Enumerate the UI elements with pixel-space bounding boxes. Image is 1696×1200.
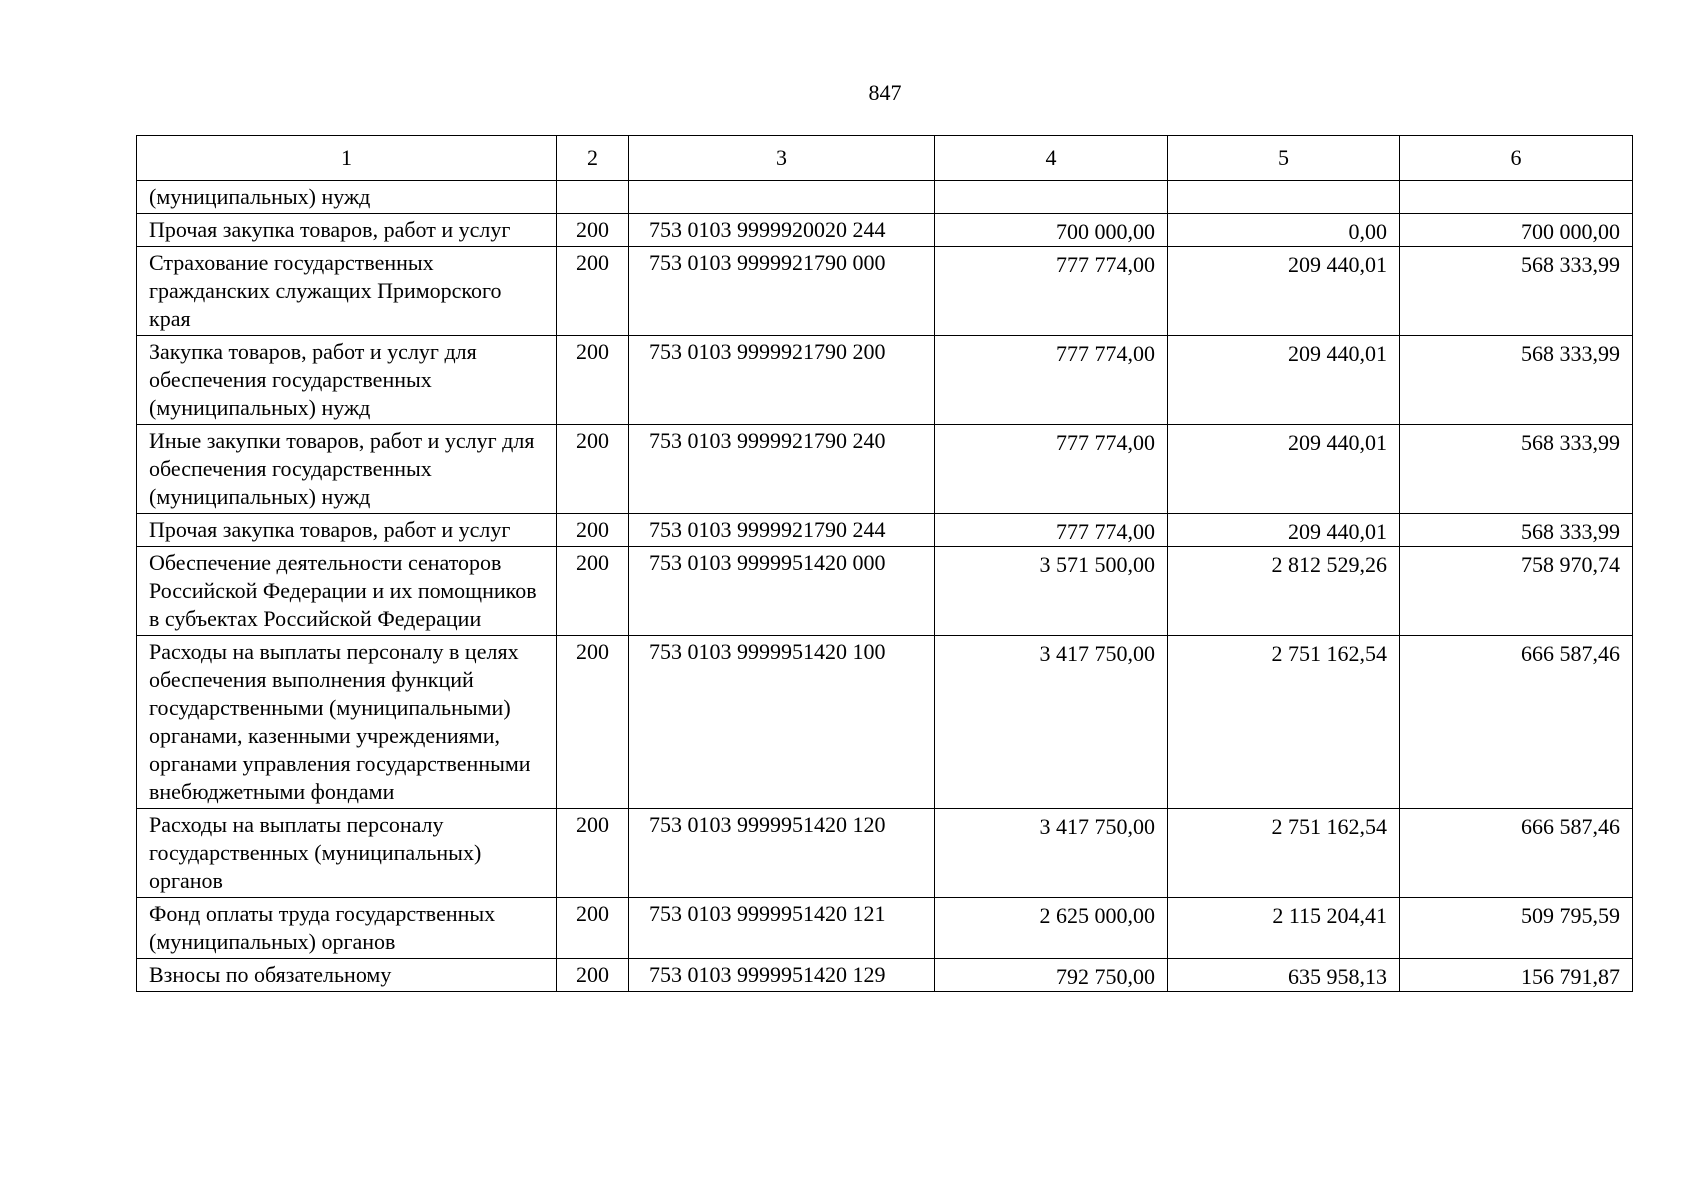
- row-value-6: [1400, 181, 1633, 214]
- page-number: 847: [868, 80, 902, 105]
- row-col2: 200: [557, 336, 629, 425]
- row-name: Фонд оплаты труда государственных (муниципальных) органов: [137, 898, 557, 959]
- column-header-6: 6: [1400, 136, 1633, 181]
- row-value-5: 2 115 204,41: [1168, 898, 1400, 959]
- row-code: 753 0103 9999921790 244: [629, 514, 935, 547]
- row-value-5: 209 440,01: [1168, 247, 1400, 336]
- row-value-6: 568 333,99: [1400, 247, 1633, 336]
- row-value-5: 635 958,13: [1168, 959, 1400, 992]
- row-value-5: 209 440,01: [1168, 425, 1400, 514]
- row-value-6: 666 587,46: [1400, 636, 1633, 809]
- row-col2: 200: [557, 547, 629, 636]
- column-header-1: 1: [137, 136, 557, 181]
- row-col2: 200: [557, 959, 629, 992]
- row-col2: 200: [557, 425, 629, 514]
- column-header-2: 2: [557, 136, 629, 181]
- budget-table: [136, 135, 1633, 992]
- row-value-6: 509 795,59: [1400, 898, 1633, 959]
- column-header-5: 5: [1168, 136, 1400, 181]
- row-value-4: 700 000,00: [935, 214, 1168, 247]
- row-code: [629, 181, 935, 214]
- row-value-5: 209 440,01: [1168, 336, 1400, 425]
- row-code: 753 0103 9999921790 240: [629, 425, 935, 514]
- row-code: 753 0103 9999951420 129: [629, 959, 935, 992]
- row-value-6: 568 333,99: [1400, 514, 1633, 547]
- table-row: [137, 959, 1633, 992]
- row-value-4: 2 625 000,00: [935, 898, 1168, 959]
- row-name: Расходы на выплаты персоналу в целях обеспечения выполнения функций государственными (муниципальными) органами, казенными учреждениями, органами управления государственными внебюджетными фондами: [137, 636, 557, 809]
- row-value-6: 568 333,99: [1400, 336, 1633, 425]
- table-row: [137, 336, 1633, 425]
- row-value-5: [1168, 181, 1400, 214]
- row-col2: [557, 181, 629, 214]
- row-value-5: 0,00: [1168, 214, 1400, 247]
- row-name: (муниципальных) нужд: [137, 181, 557, 214]
- row-col2: 200: [557, 636, 629, 809]
- row-name: Взносы по обязательному: [137, 959, 557, 992]
- row-code: 753 0103 9999920020 244: [629, 214, 935, 247]
- row-value-4: 777 774,00: [935, 425, 1168, 514]
- table-row: [137, 547, 1633, 636]
- row-value-6: 700 000,00: [1400, 214, 1633, 247]
- table-row: [137, 809, 1633, 898]
- row-code: 753 0103 9999921790 000: [629, 247, 935, 336]
- row-name: Обеспечение деятельности сенаторов Российской Федерации и их помощников в субъектах Российской Федерации: [137, 547, 557, 636]
- row-value-6: 568 333,99: [1400, 425, 1633, 514]
- row-code: 753 0103 9999951420 100: [629, 636, 935, 809]
- row-value-4: [935, 181, 1168, 214]
- row-col2: 200: [557, 809, 629, 898]
- table-body: [137, 181, 1633, 992]
- row-name: Иные закупки товаров, работ и услуг для обеспечения государственных (муниципальных) нужд: [137, 425, 557, 514]
- row-value-6: 666 587,46: [1400, 809, 1633, 898]
- table-row: [137, 636, 1633, 809]
- row-name: Расходы на выплаты персоналу государственных (муниципальных) органов: [137, 809, 557, 898]
- row-col2: 200: [557, 898, 629, 959]
- row-value-4: 777 774,00: [935, 247, 1168, 336]
- column-header-3: 3: [629, 136, 935, 181]
- table-row: [137, 181, 1633, 214]
- row-name: Прочая закупка товаров, работ и услуг: [137, 214, 557, 247]
- row-value-6: 156 791,87: [1400, 959, 1633, 992]
- row-value-5: 2 812 529,26: [1168, 547, 1400, 636]
- row-value-4: 792 750,00: [935, 959, 1168, 992]
- row-value-5: 2 751 162,54: [1168, 636, 1400, 809]
- row-value-4: 777 774,00: [935, 514, 1168, 547]
- table-row: [137, 514, 1633, 547]
- row-value-4: 777 774,00: [935, 336, 1168, 425]
- table-row: [137, 898, 1633, 959]
- row-code: 753 0103 9999951420 000: [629, 547, 935, 636]
- row-col2: 200: [557, 214, 629, 247]
- table-header: [137, 136, 1633, 181]
- table-row: [137, 247, 1633, 336]
- header-row: [137, 136, 1633, 181]
- row-name: Закупка товаров, работ и услуг для обеспечения государственных (муниципальных) нужд: [137, 336, 557, 425]
- row-value-4: 3 417 750,00: [935, 809, 1168, 898]
- row-value-4: 3 571 500,00: [935, 547, 1168, 636]
- row-col2: 200: [557, 247, 629, 336]
- row-name: Прочая закупка товаров, работ и услуг: [137, 514, 557, 547]
- row-value-4: 3 417 750,00: [935, 636, 1168, 809]
- row-code: 753 0103 9999951420 121: [629, 898, 935, 959]
- row-code: 753 0103 9999921790 200: [629, 336, 935, 425]
- row-code: 753 0103 9999951420 120: [629, 809, 935, 898]
- row-name: Страхование государственных гражданских служащих Приморского края: [137, 247, 557, 336]
- column-header-4: 4: [935, 136, 1168, 181]
- table-row: [137, 214, 1633, 247]
- row-value-5: 209 440,01: [1168, 514, 1400, 547]
- row-col2: 200: [557, 514, 629, 547]
- row-value-5: 2 751 162,54: [1168, 809, 1400, 898]
- row-value-6: 758 970,74: [1400, 547, 1633, 636]
- table-row: [137, 425, 1633, 514]
